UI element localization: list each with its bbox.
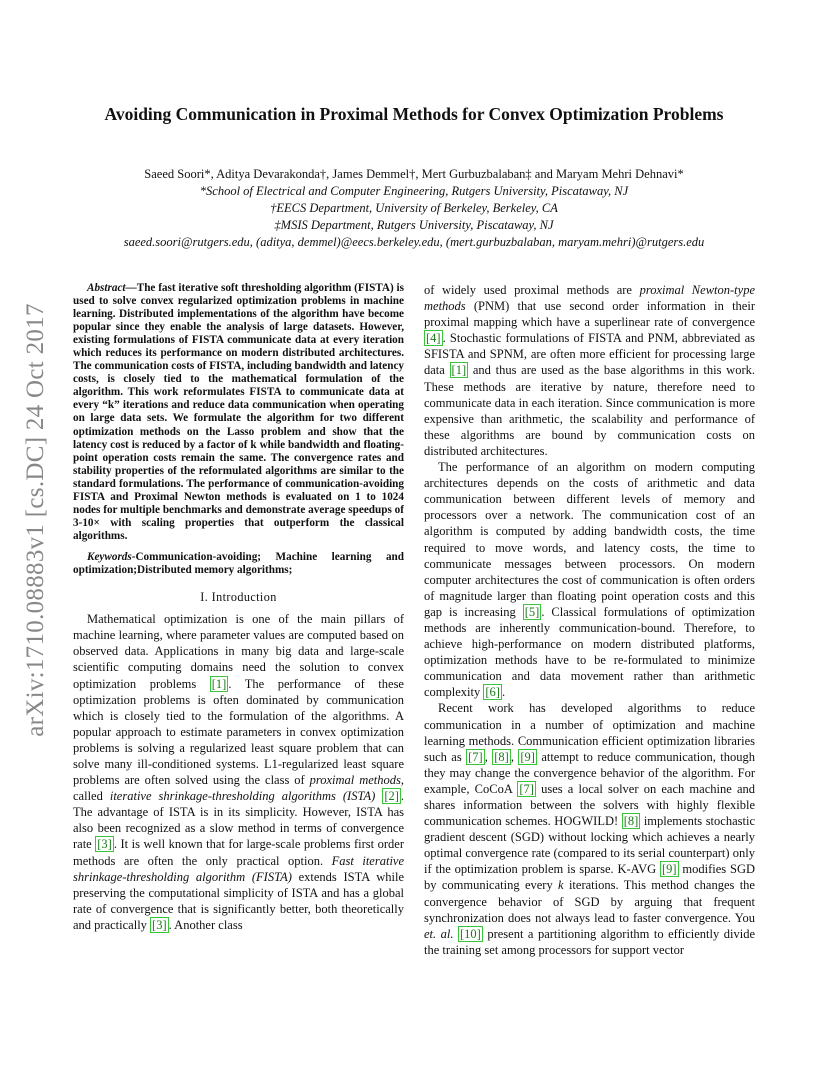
body-text: attempt to reduce communication, though they may change the convergence behavior of the algorithm. For example, CoCoA [424,749,756,796]
citation-link[interactable]: [9] [520,749,535,764]
intro-text: extends ISTA while preserving the computational simplicity of ISTA and has a global rate of convergence that is significantly better, both theoretically and practically [73,869,404,932]
affiliation-2: †EECS Department, University of Berkeley, Berkeley, CA [270,201,558,215]
body-text: The performance of an algorithm on modern computing architectures depends on the costs of arithmetic and data communication between different levels of memory and processors over a network. The communication cost of an algorithm is computed by adding bandwidth costs, the time required to move words, and latency costs, the time to communicate messages between processors. On modern computer architectures the cost of communication is often orders of magnitude larger than floating point operation costs and this gap is increasing [424,460,755,619]
author-emails: saeed.soori@rutgers.edu, (aditya, demmel)@eecs.berkeley.edu, (mert.gurbuzbalaban, maryam.mehri)@rutgers.edu [123,235,705,249]
citation-link[interactable]: [1] [451,363,467,378]
keywords-lead: Keywords [87,550,132,563]
citation-link[interactable]: [8] [623,814,639,829]
intro-text: Mathematical optimization is one of the main pillars of machine learning, where parameter values are computed based on observed data. Applications in many big data and large-scale scientific computing domains need the solution to convex optimization problems [73,612,404,691]
body-text: modifies SGD by communicating every [424,862,756,893]
citation-link[interactable]: [10] [460,926,481,941]
abstract-lead: Abstract [87,282,126,294]
abstract [73,282,404,543]
body-text: (PNM) that use second order information in their proximal mapping which have a superlinear rate of convergence [424,299,755,330]
arxiv-sidebar [20,280,52,760]
citation-link[interactable]: [5] [524,604,540,619]
citation-link[interactable]: [4] [426,331,441,346]
body-emphasis: proximal Newton-type methods [424,283,755,314]
abstract-text: —The fast iterative soft thresholding algorithm (FISTA) is used to solve convex regularized optimization problems in machine learning. Distributed implementations of the algorithm have become popular since they enable the analysis of large datasets. However, existing formulations of FISTA communicate data at every iteration which reduces its performance on modern distributed architectures. The communication costs of FISTA, including bandwidth and latency costs, is closely tied to the mathematical formulation of the algorithm. This work reformulates FISTA to communicate data at every “k” iterations and reduce data communication when operating on large data sets. We formulate the algorithm for two different optimization methods on the Lasso problem and show that the latency cost is reduced by a factor of k while bandwidth and floating-point operation costs remain the same. The convergence rates and stability properties of the reformulated algorithms are similar to the standard formulations. The performance of communication-avoiding FISTA and Proximal Newton methods is evaluated on 1 to 1024 nodes for multiple benchmarks and demonstrate average speedups of 3-10× with scaling properties that outperform the classical algorithms. [73,282,404,542]
author-line: Saeed Soori*, Aditya Devarakonda†, James Demmel†, Mert Gurbuzbalaban‡ and Maryam Mehri Dehnavi* [144,167,684,181]
body-text: , [484,749,493,764]
keywords-text: -Communication-avoiding; Machine learning and optimization;Distributed memory algorithms; [73,550,404,576]
left-column [73,282,404,933]
affiliation-3: ‡MSIS Department, Rutgers University, Piscataway, NJ [274,218,554,232]
body-emphasis: k [558,878,564,893]
citation-link[interactable]: [9] [662,862,677,877]
intro-text: . It is well known that for large-scale problems first order methods are often the only practical option. [73,837,404,868]
body-text: implements stochastic gradient descent (SGD) without locking which achieves a nearly optimal convergence rate (compared to its serial counterpart) only if the optimization problem is sparse. K-AVG [424,814,755,877]
body-text: present a partitioning algorithm to efficiently divide the training set among processors for support vector [424,926,755,957]
citation-link[interactable]: [7] [468,749,483,764]
body-text: iterations. This method changes the convergence behavior of SGD by arguing that frequent synchronization does not always lead to faster convergence. You [424,878,755,925]
intro-text: , called [73,773,404,804]
intro-text: . Another class [168,917,243,932]
citation-link[interactable]: [7] [519,781,534,796]
body-text: . Classical formulations of optimization methods are inherently communication-bound. Therefore, to achieve high-performance on modern distributed platforms, optimization methods have to be re-formulated to minimize communication and data movement rather than arithmetic complexity [424,604,755,700]
right-paragraph-2 [424,459,755,700]
intro-paragraph-1 [73,611,404,933]
body-text: . [501,685,506,700]
body-text: uses a local solver on each machine and shares information between the solvers with highly flexible communication schemes. HOGWILD! [424,781,755,829]
body-text: , [510,749,519,764]
intro-emphasis: proximal methods [309,773,401,788]
keywords [73,551,404,577]
citation-link[interactable]: [2] [384,789,399,804]
body-text: and thus are used as the base algorithms in this work. These methods are iterative by nature, therefore need to communicate data in each iteration. Since communication is more expensive than arithmetic, the scalability and performance of these algorithms are bound by communication costs on distributed architectures. [424,363,755,458]
citation-link[interactable]: [8] [494,749,509,764]
intro-emphasis: Fast iterative shrinkage-thresholding algorithm (FISTA) [73,853,405,884]
citation-link[interactable]: [3] [152,917,167,932]
right-paragraph-3 [424,700,755,958]
arxiv-identifier: arXiv:1710.08883v1 [cs.DC] 24 Oct 2017 [22,303,50,737]
body-text: of widely used proximal methods are [424,283,640,297]
paper-title: Avoiding Communication in Proximal Methods for Convex Optimization Problems [104,104,724,124]
citation-link[interactable]: [3] [97,837,112,852]
intro-text: . The performance of these optimization problems is often dominated by communication which is closely tied to the formulation of the algorithms. A popular approach to estimate parameters in convex optimization problems is solving a regularized least square problem that can solve many ill-conditioned systems. L1-regularized least square problems are often solved using the class of [73,676,404,788]
citation-link[interactable]: [1] [211,676,227,691]
right-column [424,282,755,958]
body-text: Recent work has developed algorithms to reduce communication in a number of optimization and machine learning methods. Communication efficient optimization libraries such as [424,701,755,764]
body-emphasis: et. al. [424,926,454,941]
body-text: . Stochastic formulations of FISTA and PNM, abbreviated as SFISTA and SPNM, are often more efficient for processing large data [424,331,755,378]
citation-link[interactable]: [6] [485,685,500,700]
right-paragraph-1 [424,282,755,459]
intro-text: . The advantage of ISTA is in its simplicity. However, ISTA has also been recognized as a slow method in terms of convergence rate [73,789,405,852]
section-heading-introduction: I. Introduction [200,590,277,605]
author-block [60,166,768,251]
intro-emphasis: iterative shrinkage-thresholding algorithms (ISTA) [109,789,376,804]
affiliation-1: *School of Electrical and Computer Engineering, Rutgers University, Piscataway, NJ [199,184,629,198]
